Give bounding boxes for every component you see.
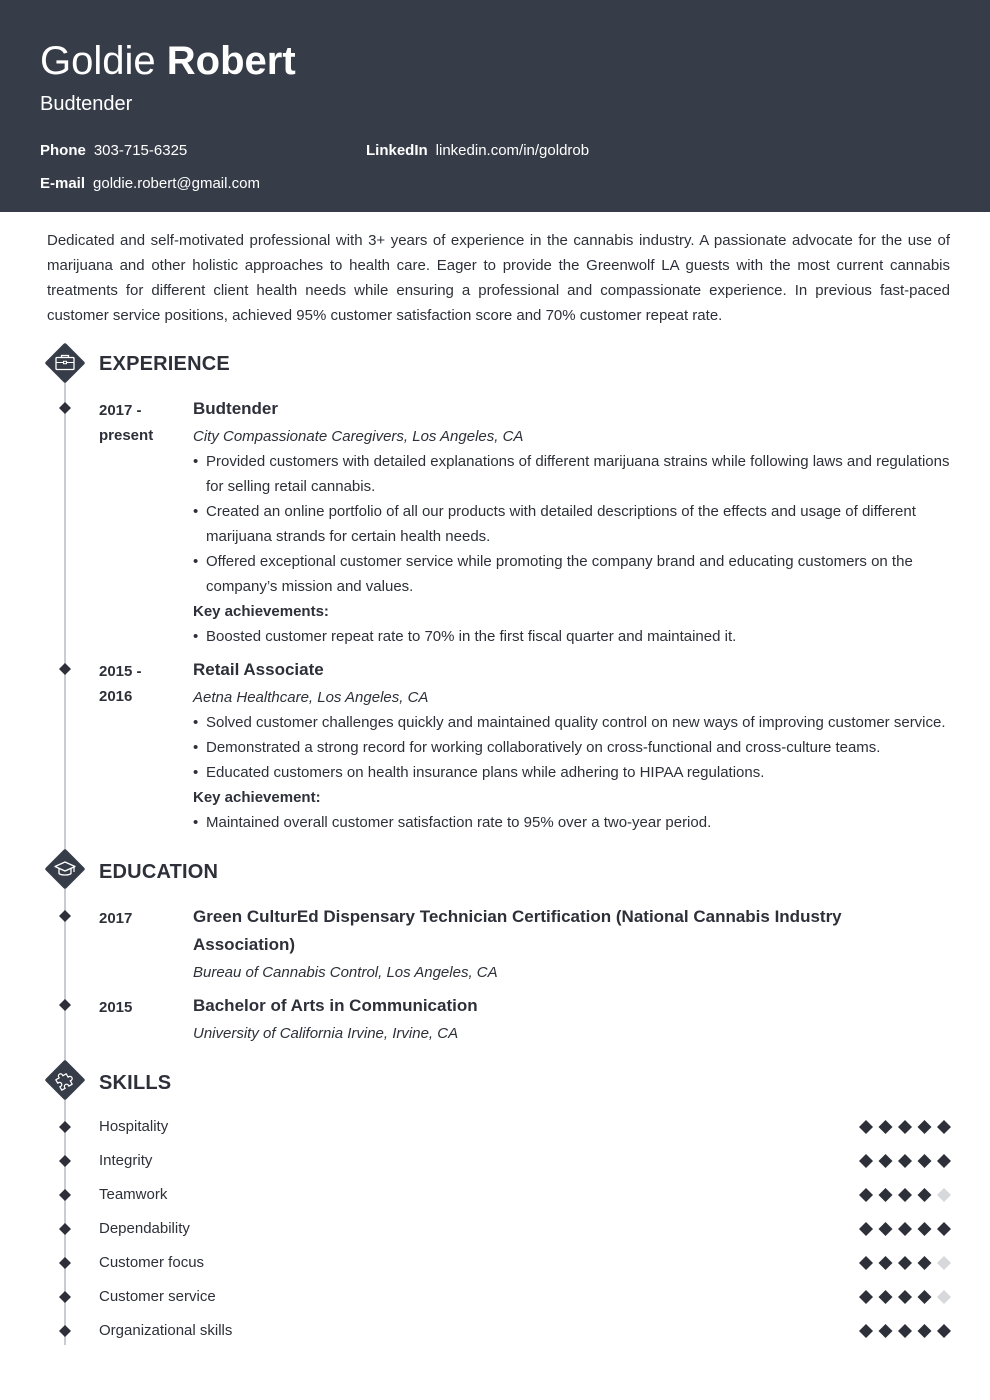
- timeline-dot: [59, 1257, 71, 1269]
- profile-summary: Dedicated and self-motivated professional with 3+ years of experience in the cannabis industry. A passionate advocate for the use of marijuana and other holistic approaches to health care. Eager to provide the Greenwolf LA guests with the most current cannabis treatments for different client health needs while ensuring a professional and compassionate experience. In previous fast-paced customer service positions, achieved 95% customer satisfaction score and 70% customer repeat rate.: [47, 232, 950, 324]
- job-date-start: 2017 -: [99, 402, 142, 419]
- rating-diamond-filled: [918, 1324, 932, 1338]
- rating-diamond-filled: [879, 1188, 893, 1202]
- skill-rating: [858, 1153, 952, 1169]
- rating-diamond-filled: [898, 1290, 912, 1304]
- rating-diamond-filled: [879, 1120, 893, 1134]
- skill-name: Integrity: [99, 1152, 153, 1169]
- rating-diamond-empty: [937, 1290, 951, 1304]
- rating-diamond-filled: [918, 1188, 932, 1202]
- resume-header: [0, 0, 990, 212]
- skill-name: Organizational skills: [99, 1322, 233, 1339]
- puzzle-icon: [44, 1059, 86, 1101]
- rating-diamond-filled: [879, 1154, 893, 1168]
- job-bullet: • Created an online portfolio of all our products with detailed descriptions of the effects and usage of different marijuana strands for certain health needs.: [193, 499, 953, 549]
- job-organization: Aetna Healthcare, Los Angeles, CA: [193, 689, 429, 706]
- key-achievement-label: Key achievement:: [193, 789, 321, 806]
- candidate-name: [40, 38, 296, 84]
- rating-diamond-filled: [918, 1120, 932, 1134]
- rating-diamond-filled: [859, 1324, 873, 1338]
- timeline-dot: [59, 1189, 71, 1201]
- achievement-bullet: • Boosted customer repeat rate to 70% in the first fiscal quarter and maintained it.: [193, 624, 953, 649]
- section-title-experience: EXPERIENCE: [99, 353, 230, 375]
- email-label: E-mail: [40, 175, 86, 192]
- education-year: 2015: [99, 999, 133, 1016]
- job-bullet: • Offered exceptional customer service while promoting the company brand and educating customers on the company’s mission and values.: [193, 549, 953, 599]
- phone-value: 303-715-6325: [93, 142, 188, 159]
- rating-diamond-filled: [937, 1324, 951, 1338]
- job-role: Retail Associate: [193, 660, 324, 679]
- rating-diamond-filled: [937, 1120, 951, 1134]
- job-date-start: 2015 -: [99, 663, 142, 680]
- rating-diamond-filled: [898, 1256, 912, 1270]
- rating-diamond-filled: [898, 1222, 912, 1236]
- section-title-education: EDUCATION: [99, 861, 219, 883]
- rating-diamond-filled: [898, 1324, 912, 1338]
- job-bullet: • Demonstrated a strong record for working collaboratively on cross-functional and cross-culture teams.: [193, 735, 953, 760]
- contact-email: [40, 174, 260, 194]
- timeline-dot: [59, 910, 71, 922]
- rating-diamond-filled: [859, 1256, 873, 1270]
- timeline-dot: [59, 1223, 71, 1235]
- job-date-end: present: [99, 427, 154, 444]
- rating-diamond-filled: [918, 1290, 932, 1304]
- timeline-dot: [59, 663, 71, 675]
- timeline-dot: [59, 1121, 71, 1133]
- skill-name: Customer service: [99, 1288, 216, 1305]
- rating-diamond-filled: [937, 1222, 951, 1236]
- job-date-end: 2016: [99, 688, 133, 705]
- rating-diamond-filled: [898, 1120, 912, 1134]
- rating-diamond-filled: [879, 1290, 893, 1304]
- achievement-bullet: • Maintained overall customer satisfaction rate to 95% over a two-year period.: [193, 810, 953, 835]
- rating-diamond-filled: [918, 1222, 932, 1236]
- skill-name: Teamwork: [99, 1186, 168, 1203]
- last-name: Robert: [166, 39, 296, 83]
- skill-rating: [858, 1255, 952, 1271]
- skill-name: Dependability: [99, 1220, 190, 1237]
- skill-rating: [858, 1323, 952, 1339]
- rating-diamond-filled: [859, 1222, 873, 1236]
- education-organization: Bureau of Cannabis Control, Los Angeles, CA: [193, 964, 498, 981]
- skill-rating: [858, 1221, 952, 1237]
- education-title: Bachelor of Arts in Communication: [193, 996, 478, 1015]
- rating-diamond-empty: [937, 1256, 951, 1270]
- email-value: goldie.robert@gmail.com: [93, 175, 260, 192]
- rating-diamond-filled: [859, 1290, 873, 1304]
- job-bullet: • Solved customer challenges quickly and maintained quality control on new ways of improving customer service.: [193, 710, 953, 735]
- phone-label: Phone: [40, 142, 86, 159]
- job-title: Budtender: [40, 93, 133, 115]
- rating-diamond-filled: [918, 1154, 932, 1168]
- education-organization: University of California Irvine, Irvine, CA: [193, 1025, 459, 1042]
- first-name: Goldie: [40, 39, 156, 83]
- contact-phone: [40, 141, 187, 161]
- skill-rating: [858, 1119, 952, 1135]
- graduation-cap-icon: [44, 848, 86, 890]
- job-bullet: • Educated customers on health insurance plans while adhering to HIPAA regulations.: [193, 760, 953, 785]
- timeline-dot: [59, 1155, 71, 1167]
- skill-name: Customer focus: [99, 1254, 205, 1271]
- timeline-dot: [59, 1325, 71, 1337]
- timeline-dot: [59, 1291, 71, 1303]
- rating-diamond-filled: [859, 1154, 873, 1168]
- rating-diamond-filled: [879, 1324, 893, 1338]
- rating-diamond-filled: [898, 1154, 912, 1168]
- job-role: Budtender: [193, 399, 278, 418]
- skill-name: Hospitality: [99, 1118, 169, 1135]
- education-title: Green CulturEd Dispensary Technician Certification (National Cannabis Industry Association): [193, 907, 842, 954]
- linkedin-value: linkedin.com/in/goldrob: [435, 142, 590, 159]
- education-year: 2017: [99, 910, 133, 927]
- rating-diamond-filled: [879, 1256, 893, 1270]
- section-title-skills: SKILLS: [99, 1072, 172, 1094]
- key-achievements-label: Key achievements:: [193, 603, 329, 620]
- rating-diamond-filled: [898, 1188, 912, 1202]
- contact-linkedin: [366, 141, 589, 161]
- rating-diamond-filled: [859, 1188, 873, 1202]
- briefcase-icon: [44, 342, 86, 384]
- job-bullet: • Provided customers with detailed explanations of different marijuana strains while following laws and regulations for selling retail cannabis.: [193, 449, 953, 499]
- timeline-dot: [59, 402, 71, 414]
- rating-diamond-filled: [937, 1154, 951, 1168]
- rating-diamond-filled: [859, 1120, 873, 1134]
- job-organization: City Compassionate Caregivers, Los Angeles, CA: [193, 428, 524, 445]
- rating-diamond-filled: [918, 1256, 932, 1270]
- skill-rating: [858, 1289, 952, 1305]
- rating-diamond-empty: [937, 1188, 951, 1202]
- timeline-dot: [59, 999, 71, 1011]
- linkedin-label: LinkedIn: [366, 142, 428, 159]
- rating-diamond-filled: [879, 1222, 893, 1236]
- skill-rating: [858, 1187, 952, 1203]
